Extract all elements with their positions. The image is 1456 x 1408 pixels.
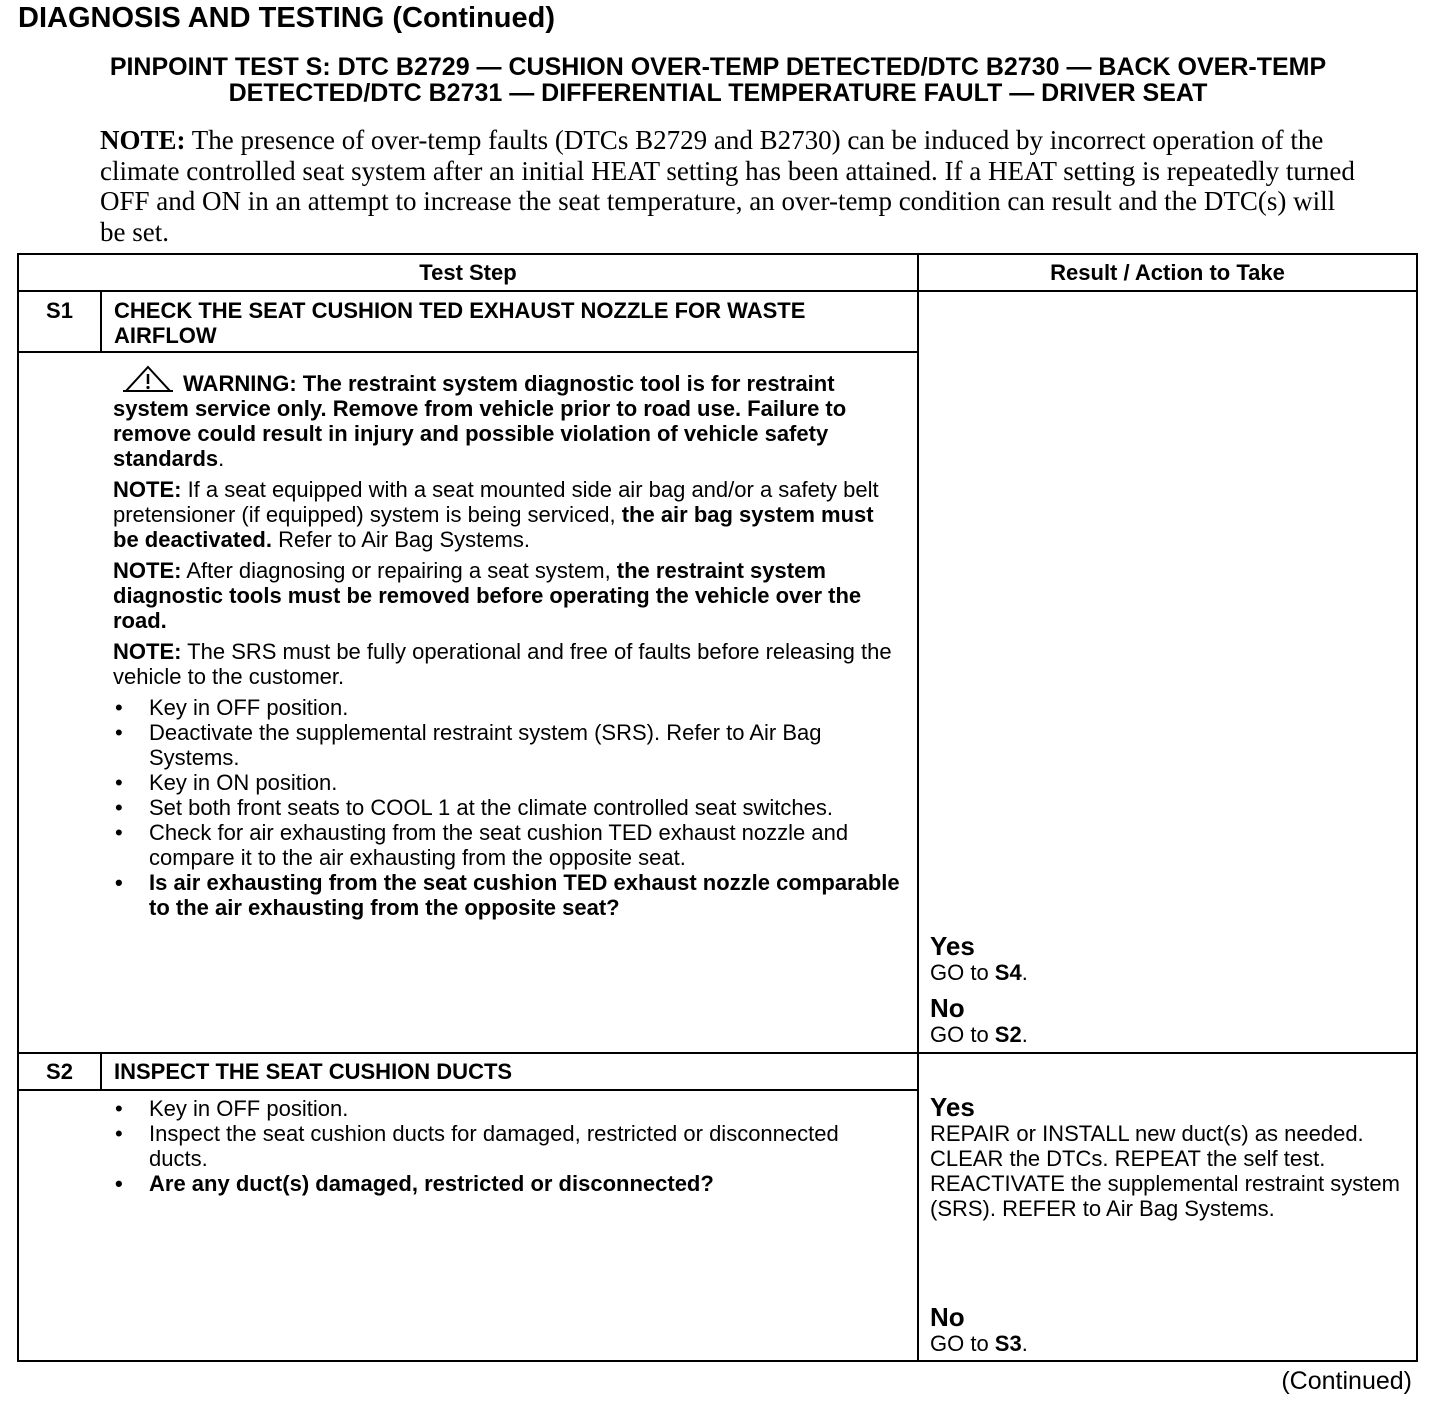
s2-yes-action: REPAIR or INSTALL new duct(s) as needed. CLEAR the DTCs. REPEAT the self test. REACTIVATE the supplemental restraint system (SRS). REFER to Air Bag Systems. [930,1121,1400,1221]
test-title-line-2: DETECTED/DTC B2731 — DIFFERENTIAL TEMPERATURE FAULT — DRIVER SEAT [228,79,1208,107]
step-title-s1: CHECK THE SEAT CUSHION TED EXHAUST NOZZLE FOR WASTE AIRFLOW [114,298,806,348]
warning-paragraph: WARNING: The restraint system diagnostic tool is for restraint system service only. Remove from vehicle prior to road use. Failure to remove could result in injury and possible violation of vehicle safety standards. [113,365,903,471]
intro-note-text: The presence of over-temp faults (DTCs B2729 and B2730) can be induced by incorrect operation of the climate controlled seat system after an initial HEAT setting has been attained. If a HEAT setting is repeatedly turned OFF and ON in an attempt to increase the seat temperature, an over-temp condition can result and the DTC(s) will be set. [100,125,1355,247]
s1-result-no [930,994,1400,1047]
pinpoint-test-table [17,253,1418,1362]
list-item: • Key in OFF position. [113,695,903,720]
note-3: NOTE: The SRS must be fully operational and free of faults before releasing the vehicle to the customer. [113,639,892,689]
s2-yes-label: Yes [930,1092,975,1122]
pinpoint-test-title [18,54,1418,106]
s1-yes-action: GO to S4. [930,960,1028,985]
list-item: • Key in OFF position. [113,1096,903,1121]
step-id-s1: S1 [46,298,73,323]
s2-question: • Are any duct(s) damaged, restricted or disconnected? [113,1171,903,1196]
s2-no-action: GO to S3. [930,1331,1028,1356]
s1-bullet-list [113,695,903,920]
note-2: NOTE: After diagnosing or repairing a seat system, the restraint system diagnostic tools must be removed before operating the vehicle over the road. [113,558,862,633]
header-result-action: Result / Action to Take [1050,260,1285,285]
list-item: • Inspect the seat cushion ducts for damaged, restricted or disconnected ducts. [113,1121,903,1171]
s1-question: • Is air exhausting from the seat cushion TED exhaust nozzle comparable to the air exhausting from the opposite seat? [113,870,903,920]
step-id-s2: S2 [46,1059,73,1084]
note-1: NOTE: If a seat equipped with a seat mounted side air bag and/or a safety belt pretensioner (if equipped) system is being serviced, the air bag system must be deactivated. Refer to Air Bag Systems. [113,477,879,552]
list-item: • Key in ON position. [113,770,903,795]
intro-note [100,125,1360,247]
step-title-s2: INSPECT THE SEAT CUSHION DUCTS [114,1059,513,1084]
s2-no-label: No [930,1302,965,1332]
test-title-line-1: PINPOINT TEST S: DTC B2729 — CUSHION OVER-TEMP DETECTED/DTC B2730 — BACK OVER-TEMP [109,53,1327,81]
intro-note-label: NOTE: [100,125,186,155]
s2-result-no [930,1303,1400,1356]
continued-footer: (Continued) [1281,1367,1412,1395]
s1-no-action: GO to S2. [930,1022,1028,1047]
s1-no-label: No [930,993,965,1023]
warning-triangle-icon [123,365,173,393]
list-item: • Set both front seats to COOL 1 at the climate controlled seat switches. [113,795,903,820]
s1-yes-label: Yes [930,931,975,961]
list-item: • Deactivate the supplemental restraint system (SRS). Refer to Air Bag Systems. [113,720,903,770]
list-item: • Check for air exhausting from the seat cushion TED exhaust nozzle and compare it to the air exhausting from the opposite seat. [113,820,903,870]
page-title: DIAGNOSIS AND TESTING (Continued) [18,2,556,34]
header-test-step: Test Step [419,260,517,285]
s2-result-yes [930,1093,1400,1221]
s2-bullet-list [113,1096,903,1196]
s1-result-yes [930,932,1400,985]
step-body-s1 [113,365,903,920]
step-body-s2 [113,1096,903,1196]
